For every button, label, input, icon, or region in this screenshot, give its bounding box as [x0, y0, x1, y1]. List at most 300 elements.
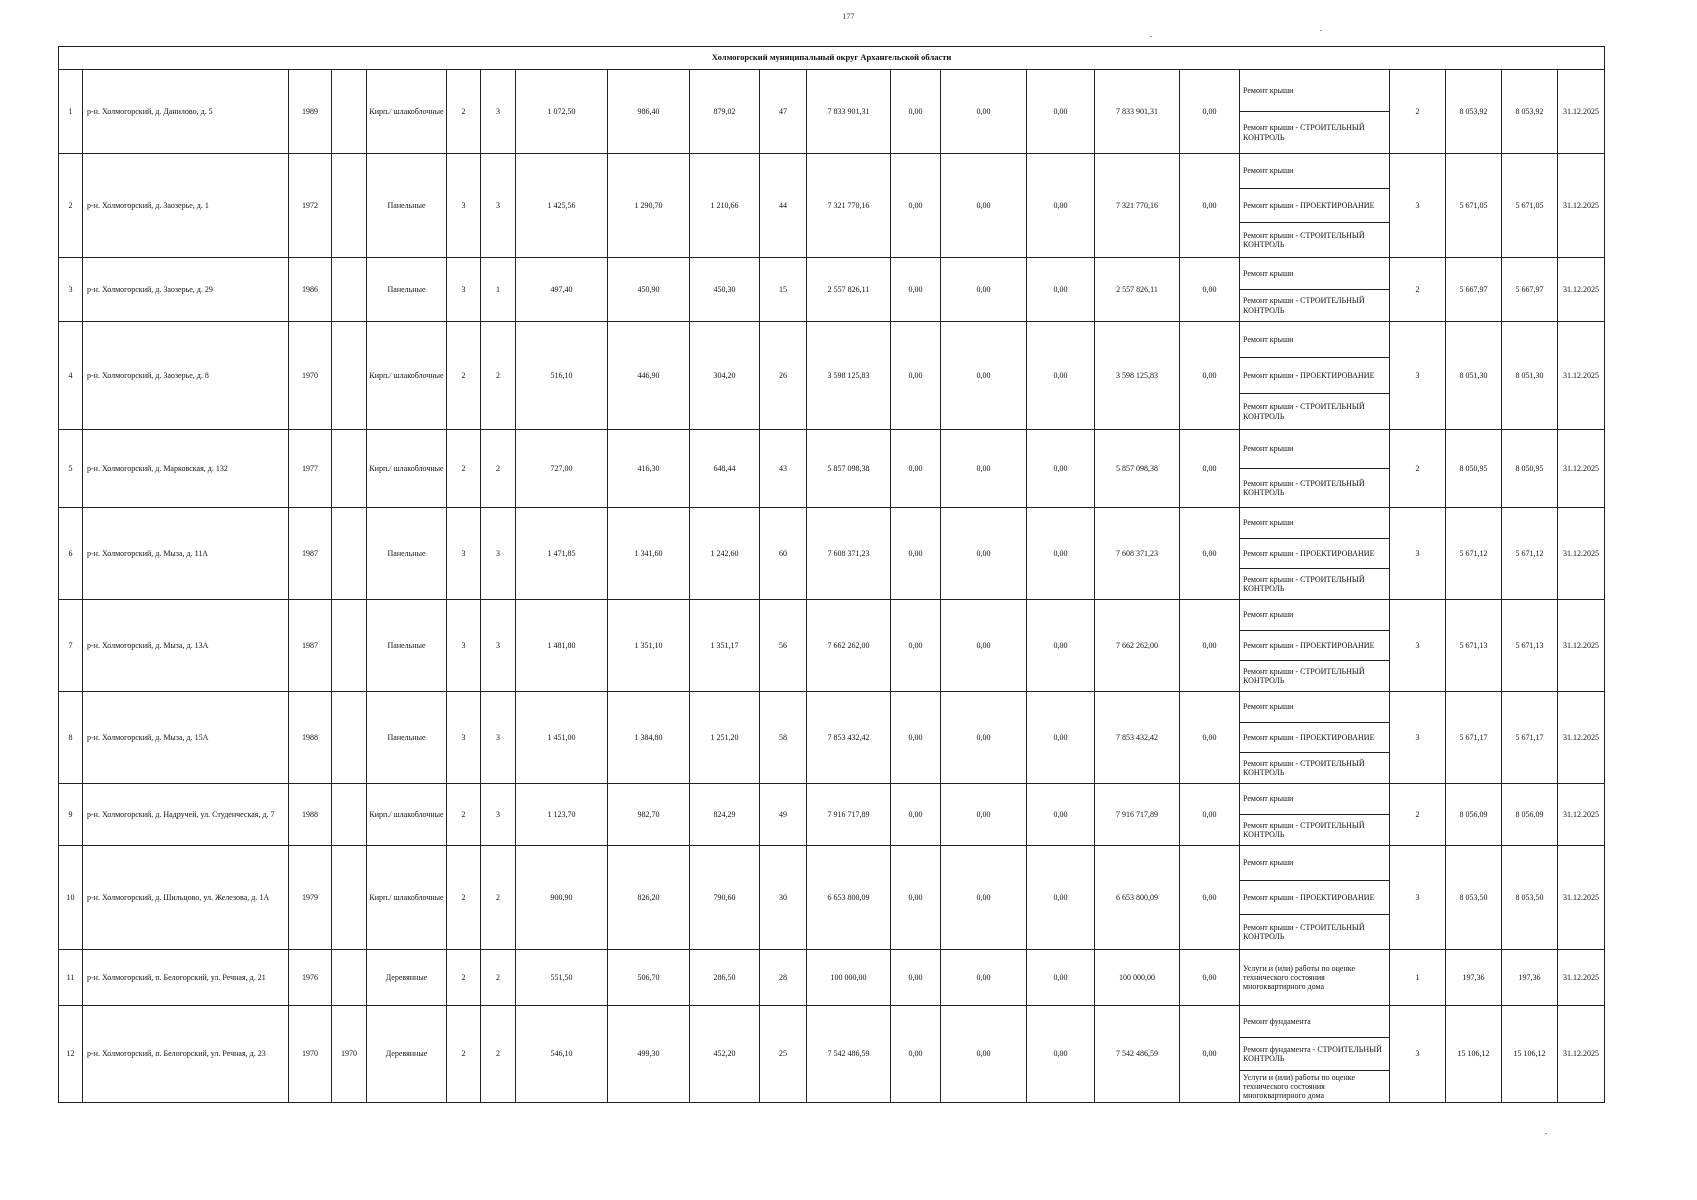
cell-floors: 3 — [447, 258, 481, 322]
cell-living-area: 446,90 — [608, 322, 690, 430]
cell-residents: 30 — [760, 846, 807, 950]
cell-year-built: 1972 — [289, 154, 332, 258]
cell-unit-cost-max: 8 053,92 — [1502, 70, 1558, 154]
cell-year-reconstruction — [332, 950, 367, 1006]
cell-address: р-н. Холмогорский, д. Заозерье, д. 29 — [83, 258, 289, 322]
cell-other-funds: 0,00 — [1180, 508, 1240, 600]
cell-entrances: 1 — [481, 258, 516, 322]
work-item: Ремонт крыши - ПРОЕКТИРОВАНИЕ — [1240, 723, 1389, 754]
cell-living-area-private: 304,20 — [690, 322, 760, 430]
scan-speck — [1150, 36, 1152, 37]
cell-fund-cost: 0,00 — [891, 70, 941, 154]
cell-deadline: 31.12.2025 — [1558, 784, 1605, 846]
cell-residents: 15 — [760, 258, 807, 322]
work-item: Ремонт крыши - СТРОИТЕЛЬНЫЙ КОНТРОЛЬ — [1243, 758, 1365, 778]
works-list — [1240, 154, 1389, 257]
cell-living-area: 499,30 — [608, 1006, 690, 1103]
table-row — [59, 258, 1605, 322]
table-row — [59, 430, 1605, 508]
cell-works-count: 2 — [1390, 784, 1446, 846]
cell-works — [1240, 70, 1390, 154]
cell-entrances: 3 — [481, 784, 516, 846]
cell-deadline: 31.12.2025 — [1558, 950, 1605, 1006]
cell-residents: 56 — [760, 600, 807, 692]
cell-living-area: 1 290,70 — [608, 154, 690, 258]
cell-num: 1 — [59, 70, 83, 154]
cell-budget-region: 0,00 — [941, 950, 1027, 1006]
cell-floors: 3 — [447, 154, 481, 258]
cell-year-reconstruction: 1970 — [332, 1006, 367, 1103]
cell-wall-material: Кирп./ шлакоблочные — [367, 846, 447, 950]
cell-address: р-н. Холмогорский, д. Данилово, д. 5 — [83, 70, 289, 154]
cell-total-area: 1 425,56 — [516, 154, 608, 258]
cell-floors: 2 — [447, 70, 481, 154]
cell-year-built: 1988 — [289, 692, 332, 784]
cell-deadline: 31.12.2025 — [1558, 70, 1605, 154]
work-item: Ремонт крыши - СТРОИТЕЛЬНЫЙ КОНТРОЛЬ — [1243, 820, 1365, 839]
cell-budget-local: 0,00 — [1027, 70, 1095, 154]
repair-program-table — [58, 46, 1605, 1103]
cell-budget-region: 0,00 — [941, 508, 1027, 600]
works-list — [1240, 508, 1389, 599]
cell-budget-region: 0,00 — [941, 1006, 1027, 1103]
cell-other-funds: 0,00 — [1180, 784, 1240, 846]
cell-year-reconstruction — [332, 258, 367, 322]
cell-wall-material: Кирп./ шлакоблочные — [367, 430, 447, 508]
cell-works-count: 3 — [1390, 154, 1446, 258]
table-row — [59, 950, 1605, 1006]
cell-works-count: 2 — [1390, 258, 1446, 322]
cell-residents: 28 — [760, 950, 807, 1006]
cell-budget-local: 0,00 — [1027, 258, 1095, 322]
cell-floors: 2 — [447, 1006, 481, 1103]
cell-year-reconstruction — [332, 846, 367, 950]
cell-entrances: 3 — [481, 600, 516, 692]
scan-speck — [1545, 1133, 1547, 1134]
cell-deadline: 31.12.2025 — [1558, 258, 1605, 322]
cell-living-area-private: 452,20 — [690, 1006, 760, 1103]
cell-total-cost: 7 542 486,59 — [807, 1006, 891, 1103]
cell-unit-cost: 15 106,12 — [1446, 1006, 1502, 1103]
cell-residents: 25 — [760, 1006, 807, 1103]
cell-works-count: 3 — [1390, 322, 1446, 430]
cell-residents: 47 — [760, 70, 807, 154]
cell-year-reconstruction — [332, 430, 367, 508]
cell-entrances: 2 — [481, 1006, 516, 1103]
cell-floors: 2 — [447, 846, 481, 950]
cell-unit-cost: 5 671,05 — [1446, 154, 1502, 258]
cell-owners-funds: 7 321 770,16 — [1095, 154, 1180, 258]
cell-residents: 44 — [760, 154, 807, 258]
cell-year-reconstruction — [332, 784, 367, 846]
cell-wall-material: Панельные — [367, 508, 447, 600]
cell-budget-region: 0,00 — [941, 70, 1027, 154]
cell-owners-funds: 7 916 717,89 — [1095, 784, 1180, 846]
cell-works-count: 3 — [1390, 692, 1446, 784]
cell-address: р-н. Холмогорский, д. Заозерье, д. 8 — [83, 322, 289, 430]
cell-wall-material: Панельные — [367, 258, 447, 322]
table-row — [59, 600, 1605, 692]
cell-unit-cost: 8 050,95 — [1446, 430, 1502, 508]
cell-living-area-private: 648,44 — [690, 430, 760, 508]
scan-speck — [1320, 30, 1322, 31]
cell-works — [1240, 1006, 1390, 1103]
table-row — [59, 784, 1605, 846]
cell-owners-funds: 5 857 098,38 — [1095, 430, 1180, 508]
cell-living-area: 506,70 — [608, 950, 690, 1006]
works-list — [1240, 692, 1389, 783]
cell-unit-cost: 8 051,30 — [1446, 322, 1502, 430]
cell-entrances: 3 — [481, 692, 516, 784]
works-list — [1240, 600, 1389, 691]
cell-year-built: 1979 — [289, 846, 332, 950]
work-item: Ремонт крыши - ПРОЕКТИРОВАНИЕ — [1240, 631, 1389, 662]
work-item: Ремонт крыши - ПРОЕКТИРОВАНИЕ — [1240, 881, 1389, 916]
cell-living-area-private: 450,30 — [690, 258, 760, 322]
cell-owners-funds: 3 598 125,83 — [1095, 322, 1180, 430]
cell-living-area-private: 1 210,66 — [690, 154, 760, 258]
cell-address: р-н. Холмогорский, д. Мыза, д. 15А — [83, 692, 289, 784]
cell-floors: 2 — [447, 950, 481, 1006]
cell-wall-material: Панельные — [367, 692, 447, 784]
cell-residents: 43 — [760, 430, 807, 508]
cell-owners-funds: 7 853 432,42 — [1095, 692, 1180, 784]
cell-owners-funds: 7 608 371,23 — [1095, 508, 1180, 600]
cell-budget-local: 0,00 — [1027, 950, 1095, 1006]
work-item: Ремонт фундамента — [1240, 1006, 1389, 1038]
cell-living-area: 450,90 — [608, 258, 690, 322]
cell-fund-cost: 0,00 — [891, 950, 941, 1006]
cell-address: р-н. Холмогорский, д. Надручей, ул. Студенческая, д. 7 — [83, 784, 289, 846]
work-item: Ремонт крыши - ПРОЕКТИРОВАНИЕ — [1240, 189, 1389, 224]
cell-total-area: 900,90 — [516, 846, 608, 950]
cell-total-area: 1 123,70 — [516, 784, 608, 846]
table-row — [59, 70, 1605, 154]
cell-floors: 2 — [447, 784, 481, 846]
works-list — [1240, 950, 1389, 1005]
cell-address: р-н. Холмогорский, д. Марковская, д. 132 — [83, 430, 289, 508]
cell-num: 11 — [59, 950, 83, 1006]
cell-unit-cost-max: 5 671,12 — [1502, 508, 1558, 600]
cell-works-count: 3 — [1390, 1006, 1446, 1103]
cell-other-funds: 0,00 — [1180, 322, 1240, 430]
cell-residents: 26 — [760, 322, 807, 430]
cell-num: 4 — [59, 322, 83, 430]
work-item: Ремонт крыши — [1240, 600, 1389, 631]
cell-num: 9 — [59, 784, 83, 846]
works-list — [1240, 784, 1389, 845]
cell-other-funds: 0,00 — [1180, 430, 1240, 508]
cell-total-cost: 6 653 800,09 — [807, 846, 891, 950]
cell-fund-cost: 0,00 — [891, 430, 941, 508]
work-item: Ремонт крыши — [1240, 258, 1389, 290]
cell-living-area: 1 384,80 — [608, 692, 690, 784]
cell-total-area: 516,10 — [516, 322, 608, 430]
cell-residents: 58 — [760, 692, 807, 784]
cell-fund-cost: 0,00 — [891, 846, 941, 950]
cell-total-area: 497,40 — [516, 258, 608, 322]
cell-year-built: 1986 — [289, 258, 332, 322]
cell-unit-cost-max: 197,36 — [1502, 950, 1558, 1006]
cell-address: р-н. Холмогорский, п. Белогорский, ул. Речная, д. 23 — [83, 1006, 289, 1103]
cell-owners-funds: 6 653 800,09 — [1095, 846, 1180, 950]
works-list — [1240, 258, 1389, 321]
cell-unit-cost-max: 8 053,50 — [1502, 846, 1558, 950]
cell-budget-local: 0,00 — [1027, 430, 1095, 508]
cell-year-reconstruction — [332, 508, 367, 600]
cell-works-count: 2 — [1390, 430, 1446, 508]
cell-unit-cost: 8 053,92 — [1446, 70, 1502, 154]
cell-other-funds: 0,00 — [1180, 154, 1240, 258]
cell-floors: 2 — [447, 430, 481, 508]
cell-num: 2 — [59, 154, 83, 258]
cell-works — [1240, 600, 1390, 692]
cell-budget-local: 0,00 — [1027, 846, 1095, 950]
cell-year-built: 1970 — [289, 1006, 332, 1103]
cell-fund-cost: 0,00 — [891, 258, 941, 322]
cell-year-built: 1976 — [289, 950, 332, 1006]
cell-budget-region: 0,00 — [941, 258, 1027, 322]
cell-unit-cost: 8 056,09 — [1446, 784, 1502, 846]
cell-unit-cost-max: 8 050,95 — [1502, 430, 1558, 508]
cell-living-area: 826,20 — [608, 846, 690, 950]
works-list — [1240, 846, 1389, 949]
work-item: Ремонт крыши - СТРОИТЕЛЬНЫЙ КОНТРОЛЬ — [1243, 123, 1365, 142]
works-list — [1240, 430, 1389, 507]
work-item: Ремонт крыши - СТРОИТЕЛЬНЫЙ КОНТРОЛЬ — [1243, 574, 1365, 594]
cell-total-area: 1 451,00 — [516, 692, 608, 784]
cell-living-area-private: 1 351,17 — [690, 600, 760, 692]
work-item: Ремонт крыши — [1240, 846, 1389, 881]
cell-budget-local: 0,00 — [1027, 600, 1095, 692]
cell-unit-cost-max: 8 051,30 — [1502, 322, 1558, 430]
cell-works-count: 2 — [1390, 70, 1446, 154]
cell-works-count: 3 — [1390, 508, 1446, 600]
cell-num: 8 — [59, 692, 83, 784]
cell-fund-cost: 0,00 — [891, 154, 941, 258]
cell-other-funds: 0,00 — [1180, 70, 1240, 154]
cell-unit-cost: 5 667,97 — [1446, 258, 1502, 322]
cell-budget-local: 0,00 — [1027, 1006, 1095, 1103]
cell-deadline: 31.12.2025 — [1558, 508, 1605, 600]
cell-deadline: 31.12.2025 — [1558, 1006, 1605, 1103]
work-item: Ремонт крыши — [1240, 322, 1389, 358]
cell-unit-cost: 8 053,50 — [1446, 846, 1502, 950]
work-item: Услуги и (или) работы по оценке технического состояния многоквартирного дома — [1243, 963, 1355, 992]
cell-total-cost: 7 321 770,16 — [807, 154, 891, 258]
cell-year-reconstruction — [332, 154, 367, 258]
cell-budget-region: 0,00 — [941, 322, 1027, 430]
cell-wall-material: Деревянные — [367, 950, 447, 1006]
work-item: Ремонт крыши - СТРОИТЕЛЬНЫЙ КОНТРОЛЬ — [1243, 478, 1365, 497]
cell-floors: 2 — [447, 322, 481, 430]
cell-unit-cost-max: 8 056,09 — [1502, 784, 1558, 846]
cell-floors: 3 — [447, 508, 481, 600]
cell-budget-local: 0,00 — [1027, 508, 1095, 600]
cell-entrances: 2 — [481, 846, 516, 950]
cell-total-cost: 7 853 432,42 — [807, 692, 891, 784]
cell-num: 5 — [59, 430, 83, 508]
cell-living-area-private: 790,60 — [690, 846, 760, 950]
works-list — [1240, 70, 1389, 153]
cell-unit-cost: 5 671,17 — [1446, 692, 1502, 784]
cell-other-funds: 0,00 — [1180, 600, 1240, 692]
cell-deadline: 31.12.2025 — [1558, 692, 1605, 784]
cell-entrances: 3 — [481, 154, 516, 258]
work-item: Ремонт крыши - СТРОИТЕЛЬНЫЙ КОНТРОЛЬ — [1243, 230, 1365, 250]
cell-living-area-private: 879,02 — [690, 70, 760, 154]
cell-entrances: 2 — [481, 430, 516, 508]
cell-entrances: 3 — [481, 508, 516, 600]
work-item: Ремонт крыши - ПРОЕКТИРОВАНИЕ — [1240, 539, 1389, 570]
cell-owners-funds: 7 833 901,31 — [1095, 70, 1180, 154]
cell-budget-region: 0,00 — [941, 154, 1027, 258]
cell-fund-cost: 0,00 — [891, 1006, 941, 1103]
table-row — [59, 692, 1605, 784]
cell-year-reconstruction — [332, 70, 367, 154]
cell-year-built: 1988 — [289, 784, 332, 846]
cell-address: р-н. Холмогорский, д. Мыза, д. 13А — [83, 600, 289, 692]
cell-entrances: 2 — [481, 950, 516, 1006]
cell-total-area: 1 471,85 — [516, 508, 608, 600]
cell-total-area: 546,10 — [516, 1006, 608, 1103]
cell-owners-funds: 2 557 826,11 — [1095, 258, 1180, 322]
cell-other-funds: 0,00 — [1180, 846, 1240, 950]
cell-floors: 3 — [447, 600, 481, 692]
work-item: Ремонт крыши — [1240, 430, 1389, 469]
cell-budget-region: 0,00 — [941, 692, 1027, 784]
cell-year-built: 1987 — [289, 600, 332, 692]
cell-wall-material: Кирп./ шлакоблочные — [367, 70, 447, 154]
cell-total-cost: 7 916 717,89 — [807, 784, 891, 846]
cell-owners-funds: 7 542 486,59 — [1095, 1006, 1180, 1103]
cell-wall-material: Кирп./ шлакоблочные — [367, 784, 447, 846]
cell-num: 7 — [59, 600, 83, 692]
works-list — [1240, 322, 1389, 429]
cell-entrances: 2 — [481, 322, 516, 430]
cell-entrances: 3 — [481, 70, 516, 154]
work-item: Ремонт крыши — [1240, 70, 1389, 112]
cell-owners-funds: 100 000,00 — [1095, 950, 1180, 1006]
work-item: Ремонт крыши — [1240, 692, 1389, 723]
cell-budget-region: 0,00 — [941, 784, 1027, 846]
cell-total-cost: 100 000,00 — [807, 950, 891, 1006]
cell-fund-cost: 0,00 — [891, 784, 941, 846]
cell-budget-region: 0,00 — [941, 600, 1027, 692]
cell-year-reconstruction — [332, 322, 367, 430]
cell-num: 6 — [59, 508, 83, 600]
cell-total-cost: 7 662 262,00 — [807, 600, 891, 692]
cell-unit-cost: 197,36 — [1446, 950, 1502, 1006]
cell-total-cost: 3 598 125,83 — [807, 322, 891, 430]
cell-living-area: 416,30 — [608, 430, 690, 508]
table-row — [59, 508, 1605, 600]
cell-other-funds: 0,00 — [1180, 950, 1240, 1006]
cell-budget-local: 0,00 — [1027, 692, 1095, 784]
cell-unit-cost-max: 5 667,97 — [1502, 258, 1558, 322]
works-list — [1240, 1006, 1389, 1102]
cell-address: р-н. Холмогорский, д. Шильцово, ул. Железова, д. 1А — [83, 846, 289, 950]
cell-other-funds: 0,00 — [1180, 258, 1240, 322]
cell-address: р-н. Холмогорский, д. Мыза, д. 11А — [83, 508, 289, 600]
cell-year-built: 1987 — [289, 508, 332, 600]
cell-residents: 60 — [760, 508, 807, 600]
cell-living-area: 982,70 — [608, 784, 690, 846]
work-item: Ремонт крыши — [1240, 154, 1389, 189]
cell-num: 12 — [59, 1006, 83, 1103]
table-row — [59, 154, 1605, 258]
cell-works-count: 3 — [1390, 600, 1446, 692]
table-row — [59, 322, 1605, 430]
cell-year-reconstruction — [332, 600, 367, 692]
cell-total-area: 1 072,50 — [516, 70, 608, 154]
cell-residents: 49 — [760, 784, 807, 846]
work-item: Ремонт крыши - ПРОЕКТИРОВАНИЕ — [1240, 358, 1389, 394]
cell-works-count: 1 — [1390, 950, 1446, 1006]
cell-total-cost: 7 833 901,31 — [807, 70, 891, 154]
cell-works — [1240, 950, 1390, 1006]
cell-total-cost: 7 608 371,23 — [807, 508, 891, 600]
cell-year-built: 1977 — [289, 430, 332, 508]
cell-other-funds: 0,00 — [1180, 692, 1240, 784]
cell-unit-cost: 5 671,12 — [1446, 508, 1502, 600]
cell-works — [1240, 258, 1390, 322]
cell-year-built: 1989 — [289, 70, 332, 154]
cell-deadline: 31.12.2025 — [1558, 154, 1605, 258]
cell-works — [1240, 508, 1390, 600]
cell-works — [1240, 846, 1390, 950]
cell-year-built: 1970 — [289, 322, 332, 430]
cell-works — [1240, 430, 1390, 508]
work-item: Ремонт крыши — [1240, 508, 1389, 539]
cell-unit-cost-max: 15 106,12 — [1502, 1006, 1558, 1103]
table-row — [59, 846, 1605, 950]
cell-address: р-н. Холмогорский, д. Заозерье, д. 1 — [83, 154, 289, 258]
cell-budget-region: 0,00 — [941, 430, 1027, 508]
work-item: Ремонт крыши — [1240, 784, 1389, 815]
cell-works — [1240, 154, 1390, 258]
section-title: Холмогорский муниципальный округ Архангельской области — [59, 47, 1605, 70]
cell-unit-cost: 5 671,13 — [1446, 600, 1502, 692]
cell-address: р-н. Холмогорский, п. Белогорский, ул. Речная, д. 21 — [83, 950, 289, 1006]
cell-deadline: 31.12.2025 — [1558, 846, 1605, 950]
cell-num: 3 — [59, 258, 83, 322]
cell-works-count: 3 — [1390, 846, 1446, 950]
cell-living-area-private: 1 242,60 — [690, 508, 760, 600]
cell-living-area: 1 341,60 — [608, 508, 690, 600]
page-number: 177 — [842, 12, 855, 21]
cell-other-funds: 0,00 — [1180, 1006, 1240, 1103]
cell-num: 10 — [59, 846, 83, 950]
cell-living-area-private: 286,50 — [690, 950, 760, 1006]
cell-budget-region: 0,00 — [941, 846, 1027, 950]
work-item: Ремонт крыши - СТРОИТЕЛЬНЫЙ КОНТРОЛЬ — [1243, 402, 1365, 421]
cell-unit-cost-max: 5 671,17 — [1502, 692, 1558, 784]
section-header-row — [59, 47, 1605, 70]
cell-deadline: 31.12.2025 — [1558, 430, 1605, 508]
cell-owners-funds: 7 662 262,00 — [1095, 600, 1180, 692]
cell-living-area: 986,40 — [608, 70, 690, 154]
work-item: Ремонт крыши - СТРОИТЕЛЬНЫЙ КОНТРОЛЬ — [1243, 296, 1365, 315]
cell-total-area: 1 481,80 — [516, 600, 608, 692]
cell-fund-cost: 0,00 — [891, 322, 941, 430]
cell-wall-material: Деревянные — [367, 1006, 447, 1103]
work-item: Ремонт фундамента - СТРОИТЕЛЬНЫЙ КОНТРОЛЬ — [1240, 1038, 1389, 1070]
cell-budget-local: 0,00 — [1027, 154, 1095, 258]
cell-deadline: 31.12.2025 — [1558, 322, 1605, 430]
cell-living-area: 1 351,10 — [608, 600, 690, 692]
work-item: Ремонт крыши - СТРОИТЕЛЬНЫЙ КОНТРОЛЬ — [1243, 666, 1365, 686]
